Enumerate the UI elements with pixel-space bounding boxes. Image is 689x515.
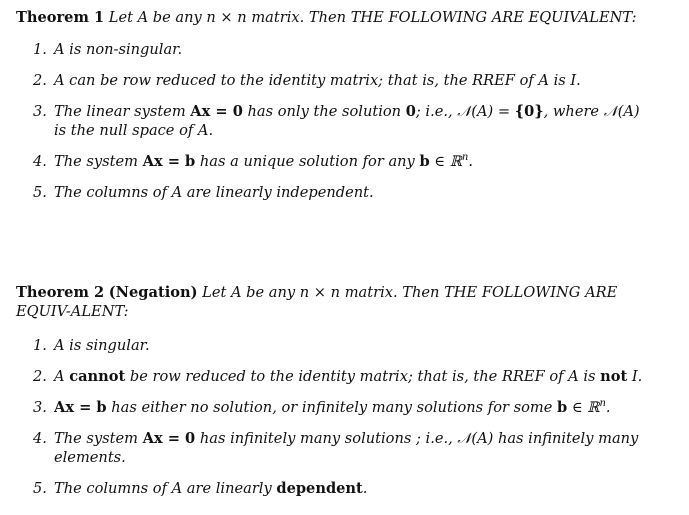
theorem-1-item-2 xyxy=(16,71,653,90)
math-bold: 0 xyxy=(405,103,416,120)
theorem-1-item-4 xyxy=(16,152,653,171)
math-bold: Ax = 0 xyxy=(142,430,196,447)
item-text-part: has infinitely many solutions ; i.e., 𝒩(A) has infinitely many elements. xyxy=(54,430,639,466)
math-bold: b xyxy=(557,399,568,416)
theorem-1-item-3 xyxy=(16,102,653,140)
theorem-2-title: Theorem 2 xyxy=(16,284,105,301)
item-text-part: ∈ ℝ xyxy=(567,399,600,416)
item-text-part: The system xyxy=(54,153,143,170)
theorem-2-label: (Negation) xyxy=(108,284,198,301)
superscript: n xyxy=(461,152,469,164)
theorem-1-item-1 xyxy=(16,40,653,59)
item-number: 3. xyxy=(33,103,47,120)
math-bold: Ax = b xyxy=(54,399,107,416)
item-text-part: The system xyxy=(54,430,143,447)
item-text-part: I. xyxy=(627,368,643,385)
math-bold: Ax = b xyxy=(142,153,196,170)
item-text-part: ∈ ℝ xyxy=(429,153,462,170)
emphasis-bold: dependent xyxy=(276,480,363,497)
theorem-2-item-5 xyxy=(16,479,653,498)
item-text-part: A xyxy=(54,368,70,385)
item-text: A is non-singular. xyxy=(54,41,183,58)
item-text-part: . xyxy=(362,480,368,497)
item-text-part: ; i.e., 𝒩(A) = xyxy=(415,103,515,120)
theorem-2 xyxy=(16,283,653,498)
item-text-part: , where 𝒩(A) is the null space of A. xyxy=(54,103,640,139)
item-number: 3. xyxy=(33,399,47,416)
item-text: A is singular. xyxy=(54,337,150,354)
theorem-2-item-3 xyxy=(16,398,653,417)
math-bold: Ax = 0 xyxy=(190,103,243,120)
theorem-1 xyxy=(16,8,653,202)
theorem-2-statement xyxy=(16,283,653,321)
item-text-part: . xyxy=(468,153,473,170)
theorem-2-list xyxy=(16,336,653,498)
math-bold: b xyxy=(419,153,430,170)
item-text: The columns of A are linearly independent. xyxy=(54,184,374,201)
item-number: 4. xyxy=(33,153,47,170)
item-number: 1. xyxy=(33,337,47,354)
theorem-1-list xyxy=(16,40,653,202)
item-number: 5. xyxy=(33,480,47,497)
item-text-part: be row reduced to the identity matrix; that is, the RREF of A is xyxy=(125,368,601,385)
superscript: n xyxy=(599,398,606,410)
theorem-2-item-2 xyxy=(16,367,653,386)
item-text-part: . xyxy=(605,399,611,416)
theorem-1-title: Theorem 1 xyxy=(16,9,105,26)
item-number: 5. xyxy=(33,184,47,201)
item-text: A can be row reduced to the identity matrix; that is, the RREF of A is I. xyxy=(54,72,581,89)
item-number: 4. xyxy=(33,430,47,447)
math-bold: {0} xyxy=(514,103,544,120)
theorem-2-item-4 xyxy=(16,429,653,467)
item-text-part: The linear system xyxy=(54,103,191,120)
item-number: 1. xyxy=(33,41,47,58)
theorem-1-item-5 xyxy=(16,183,653,202)
item-text-part: The columns of A are linearly xyxy=(54,480,277,497)
item-number: 2. xyxy=(33,368,47,385)
theorem-1-intro: Let A be any n × n matrix. Then THE FOLLOWING ARE EQUIVALENT: xyxy=(108,9,637,26)
item-text-part: has only the solution xyxy=(242,103,406,120)
theorem-2-item-1 xyxy=(16,336,653,355)
emphasis-bold: cannot xyxy=(69,368,126,385)
emphasis-bold: not xyxy=(600,368,628,385)
theorem-1-statement xyxy=(16,8,653,27)
theorem-2-intro: Let A be any n × n matrix. Then THE FOLLOWING ARE EQUIV-ALENT: xyxy=(16,284,618,320)
item-text-part: has a unique solution for any xyxy=(195,153,420,170)
item-text-part: has either no solution, or infinitely many solutions for some xyxy=(106,399,557,416)
item-number: 2. xyxy=(33,72,47,89)
